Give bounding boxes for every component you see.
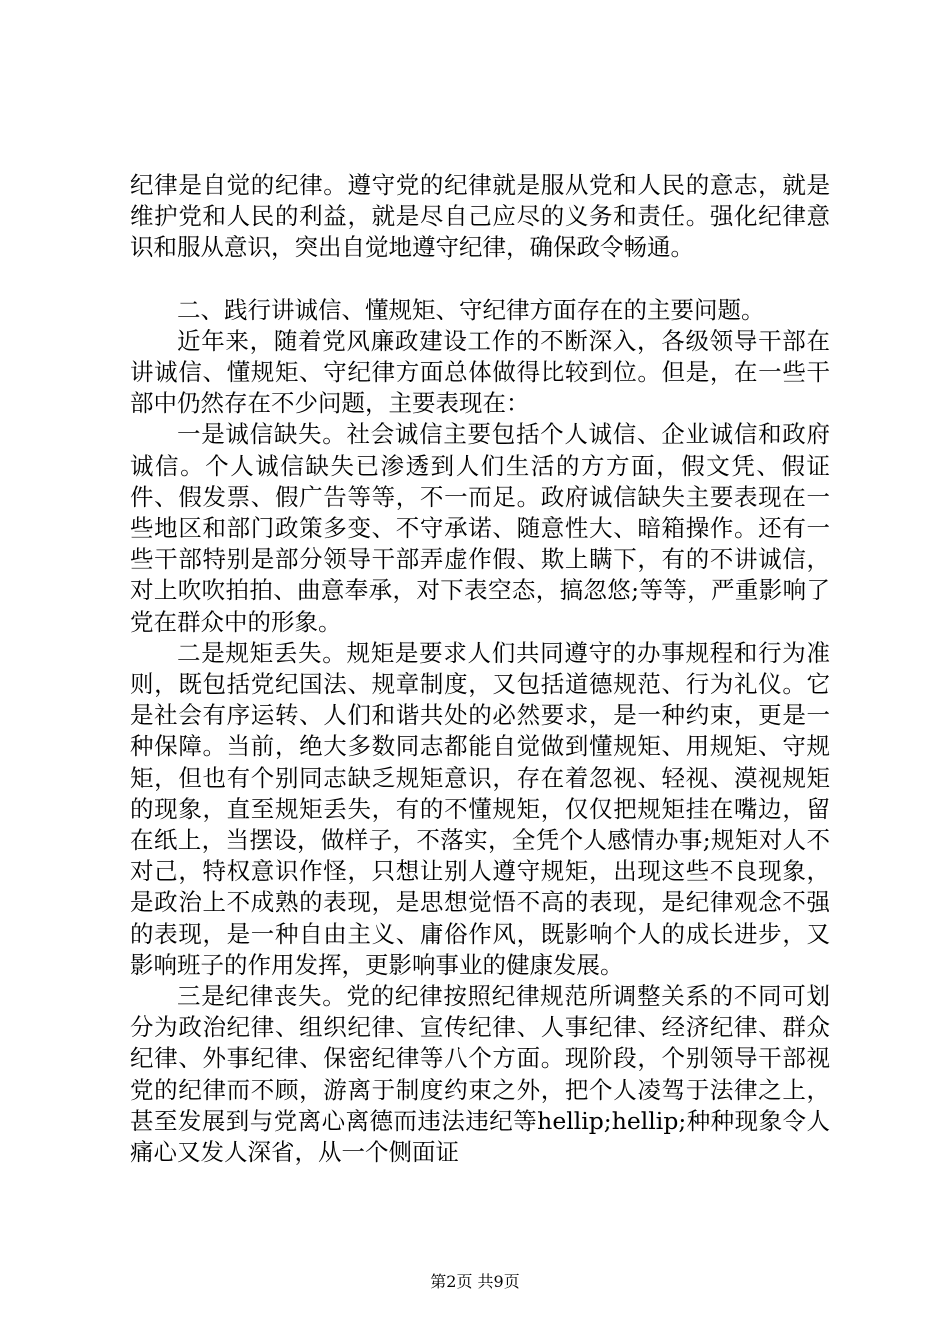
document-body <box>130 170 830 1168</box>
section-heading: 二、践行讲诚信、懂规矩、守纪律方面存在的主要问题。 <box>177 295 765 324</box>
paragraph-rules: 二是规矩丢失。规矩是要求人们共同遵守的办事规程和行为准则，既包括党纪国法、规章制度，又包括道德规范、行为礼仪。它是社会有序运转、人们和谐共处的必然要求，是一种约束，更是一种保障。当前，绝大多数同志都能自觉做到懂规矩、用规矩、守规矩，但也有个别同志缺乏规矩意识，存在着忽视、轻视、漠视规矩的现象，直至规矩丢失，有的不懂规矩，仅仅把规矩挂在嘴边，留在纸上，当摆设，做样子，不落实，全凭个人感情办事;规矩对人不对己，特权意识作怪，只想让别人遵守规矩，出现这些不良现象，是政治上不成熟的表现，是思想觉悟不高的表现，是纪律观念不强的表现，是一种自由主义、庸俗作风，既影响个人的成长进步，又影响班子的作用发挥，更影响事业的健康发展。 <box>130 638 830 979</box>
paragraph-integrity: 一是诚信缺失。社会诚信主要包括个人诚信、企业诚信和政府诚信。个人诚信缺失已渗透到人们生活的方方面，假文凭、假证件、假发票、假广告等等，不一而足。政府诚信缺失主要表现在一些地区和部门政策多变、不守承诺、随意性大、暗箱操作。还有一些干部特别是部分领导干部弄虚作假、欺上瞒下，有的不讲诚信，对上吹吹拍拍、曲意奉承，对下表空态，搞忽悠;等等，严重影响了党在群众中的形象。 <box>130 420 830 636</box>
paragraph-continuation: 纪律是自觉的纪律。遵守党的纪律就是服从党和人民的意志，就是维护党和人民的利益，就是尽自己应尽的义务和责任。强化纪律意识和服从意识，突出自觉地遵守纪律，确保政令畅通。 <box>130 171 830 262</box>
paragraph-gap <box>130 264 830 295</box>
paragraph-discipline: 三是纪律丧失。党的纪律按照纪律规范所调整关系的不同可划分为政治纪律、组织纪律、宣传纪律、人事纪律、经济纪律、群众纪律、外事纪律、保密纪律等八个方面。现阶段，个别领导干部视党的纪律而不顾，游离于制度约束之外，把个人凌驾于法律之上，甚至发展到与党离心离德而违法违纪等hellip;hellip;种种现象令人痛心又发人深省，从一个侧面证 <box>130 982 830 1167</box>
page-number: 第2页 共9页 <box>430 1272 520 1291</box>
paragraph-intro: 近年来，随着党风廉政建设工作的不断深入，各级领导干部在讲诚信、懂规矩、守纪律方面总体做得比较到位。但是，在一些干部中仍然存在不少问题，主要表现在： <box>130 326 830 418</box>
